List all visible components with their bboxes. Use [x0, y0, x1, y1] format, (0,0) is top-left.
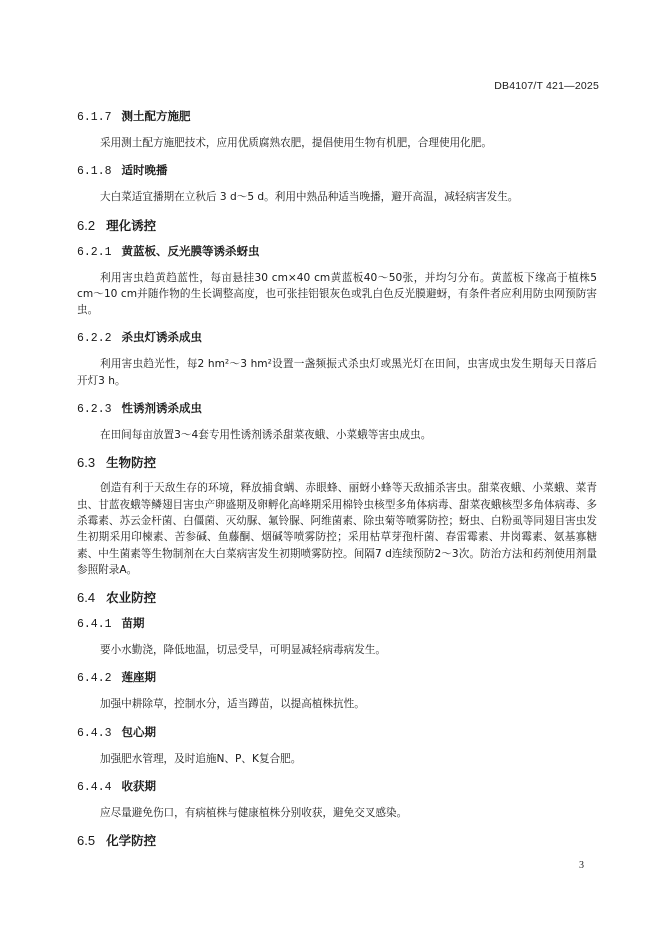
paragraph: 采用测土配方施肥技术，应用优质腐熟农肥，提倡使用生物有机肥，合理使用化肥。	[100, 137, 492, 149]
heading-title: 化学防控	[106, 833, 157, 849]
heading-number: 6.1.7	[77, 111, 112, 124]
paragraph: 应尽量避免伤口，有病植株与健康植株分别收获，避免交叉感染。	[100, 807, 408, 820]
paragraph: 要小水勤浇，降低地温，切忌受旱，可明显减轻病毒病发生。	[100, 644, 387, 657]
heading-title: 理化诱控	[106, 217, 157, 233]
heading-number: 6.4.3	[77, 726, 112, 740]
heading-6-1-7	[77, 108, 597, 126]
heading-number: 6.1.8	[77, 165, 112, 179]
heading-title: 苗期	[121, 616, 145, 631]
heading-6-2-1	[77, 243, 597, 261]
paragraph: 创造有利于天敌生存的环境，释放捕食螨、赤眼蜂、丽蚜小蜂等天敌捕杀害虫。甜菜夜蛾、小菜蛾、菜青虫、甘蓝夜蛾等鳞翅目害虫产卵盛期及卵孵化高峰期采用棉铃虫核型多角体病毒、甜菜夜蛾核型多角体病毒、多杀霉素、苏云金杆菌、白僵菌、灭幼脲、氟铃脲、阿维菌素、除虫菊等喷雾防控；蚜虫、白粉虱等同翅目害虫发生初期采用印楝素、苦参碱、鱼藤酮、烟碱等喷雾防控；采用枯草芽孢杆菌、春雷霉素、井岗霉素、氨基寡糖素、中生菌素等生物制剂在大白菜病害发生初期喷雾防控。间隔7 d连续预防2～3次。防治方法和药剂使用剂量参照附录A。	[77, 482, 597, 576]
heading-6-3	[77, 454, 597, 472]
heading-6-4	[77, 589, 597, 607]
heading-number: 6.4.4	[77, 781, 112, 795]
heading-number: 6.4.1	[77, 618, 112, 632]
heading-6-5	[77, 832, 597, 850]
heading-6-4-3	[77, 724, 597, 742]
paragraph: 在田间每亩放置3～4套专用性诱剂诱杀甜菜夜蛾、小菜蛾等害虫成虫。	[100, 429, 432, 442]
heading-title: 黄蓝板、反光膜等诱杀蚜虫	[121, 243, 260, 258]
heading-title: 性诱剂诱杀成虫	[121, 401, 203, 416]
heading-number: 6.3	[77, 455, 96, 471]
document-code: DB4107/T 421—2025	[494, 80, 599, 92]
heading-title: 农业防控	[106, 590, 157, 606]
heading-6-2	[77, 217, 597, 235]
heading-number: 6.2	[77, 217, 96, 233]
heading-number: 6.2.3	[77, 403, 112, 417]
heading-6-4-4	[77, 778, 597, 796]
heading-6-4-1	[77, 615, 597, 633]
heading-number: 6.4	[77, 590, 96, 606]
heading-title: 适时晚播	[121, 163, 168, 178]
heading-title: 收获期	[121, 779, 157, 794]
heading-6-2-2	[77, 329, 597, 347]
heading-6-1-8	[77, 162, 597, 180]
heading-6-4-2	[77, 669, 597, 687]
heading-number: 6.5	[77, 833, 96, 849]
heading-number: 6.2.2	[77, 332, 112, 346]
heading-title: 生物防控	[106, 455, 157, 471]
heading-title: 包心期	[121, 724, 157, 739]
heading-number: 6.4.2	[77, 672, 112, 686]
heading-title: 莲座期	[121, 670, 157, 685]
paragraph: 加强肥水管理，及时追施N、P、K复合肥。	[100, 752, 302, 765]
heading-number: 6.2.1	[77, 245, 112, 259]
paragraph: 大白菜适宜播期在立秋后 3 d～5 d。利用中熟品种适当晚播，避开高温，减轻病害发生。	[100, 191, 519, 204]
paragraph: 利用害虫趋黄趋蓝性，每亩悬挂30 cm×40 cm黄蓝板40～50张，并均匀分布。黄蓝板下缘高于植株5 cm～10 cm并随作物的生长调整高度，也可张挂铝银灰色或乳白色反光膜避蚜，有条件者应利用防虫网预防害虫。	[77, 271, 597, 317]
page-number: 3	[579, 860, 584, 871]
document-body	[77, 108, 597, 858]
heading-title: 测土配方施肥	[121, 109, 191, 123]
heading-title: 杀虫灯诱杀成虫	[121, 330, 203, 345]
paragraph: 利用害虫趋光性，每2 hm²～3 hm²设置一盏频振式杀虫灯或黑光灯在田间，虫害成虫发生期每天日落后开灯3 h。	[77, 358, 597, 387]
paragraph: 加强中耕除草，控制水分，适当蹲苗，以提高植株抗性。	[100, 698, 365, 711]
heading-6-2-3	[77, 400, 597, 418]
